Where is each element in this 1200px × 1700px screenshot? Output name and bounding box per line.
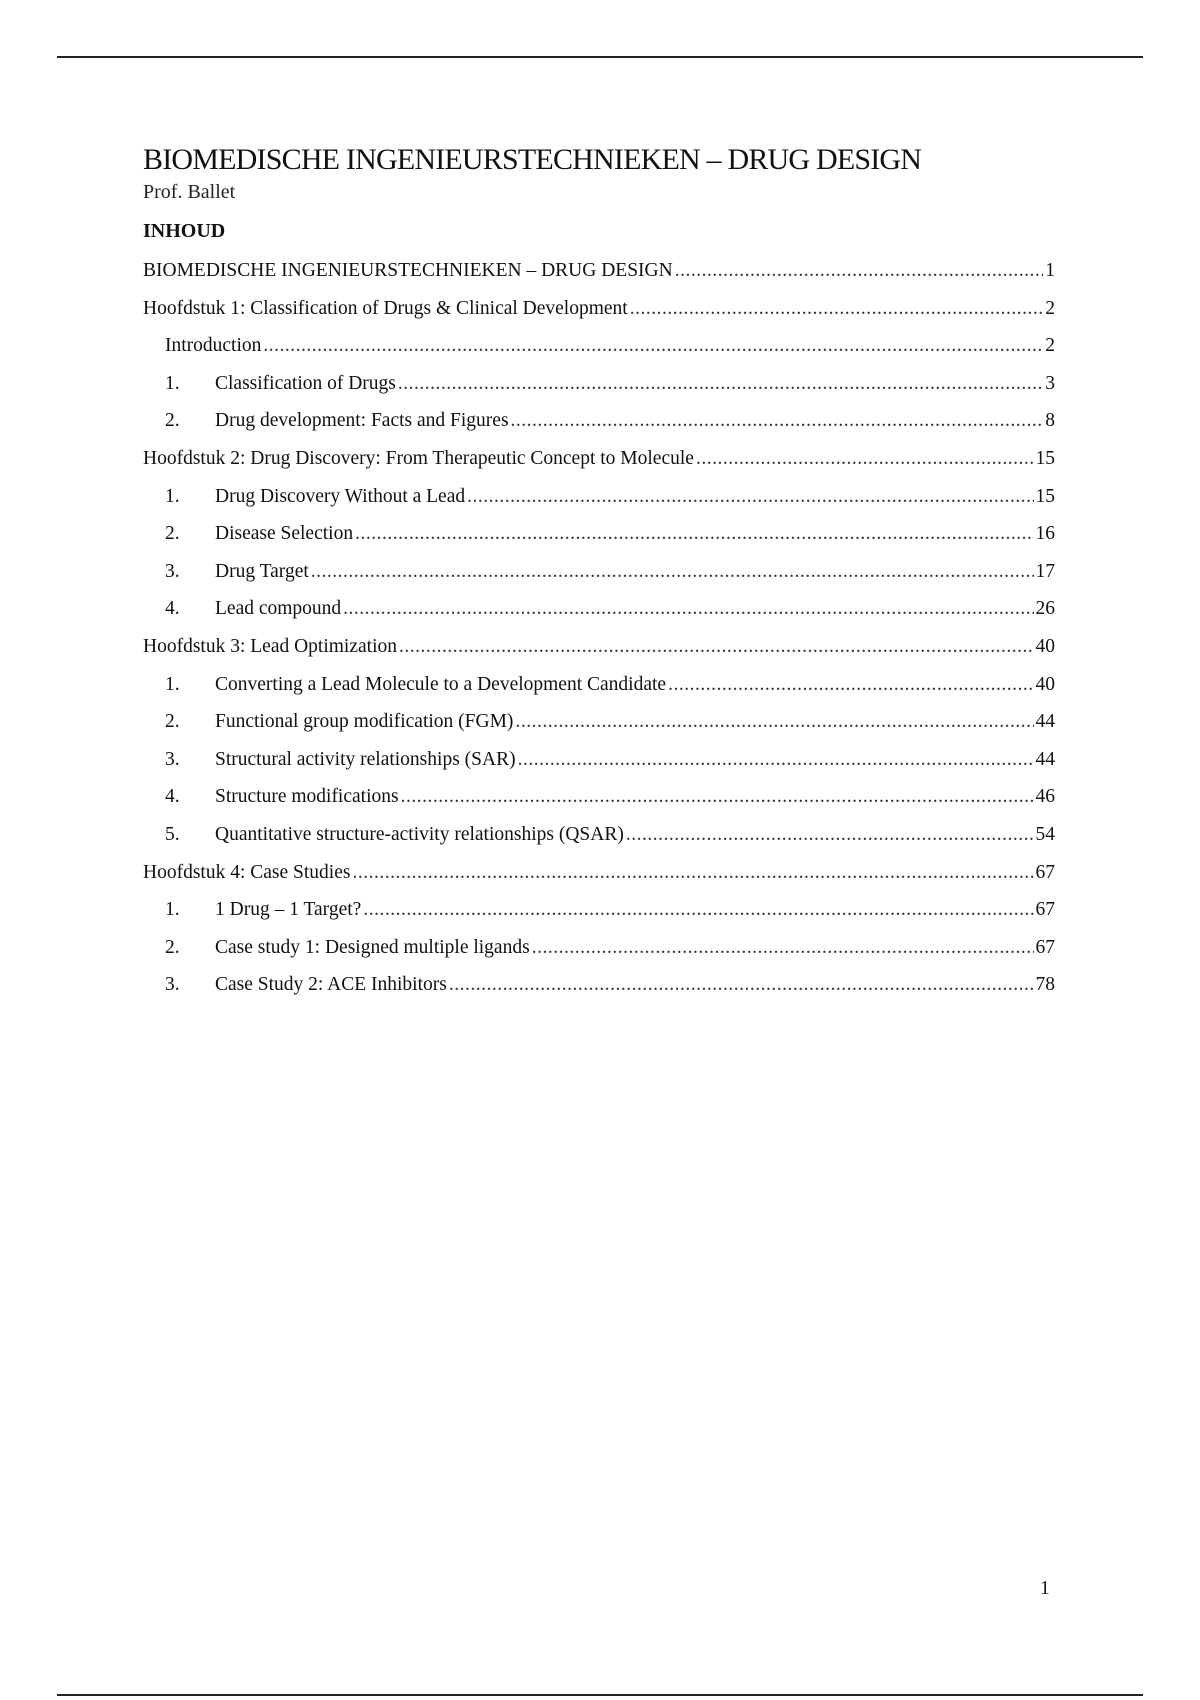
toc-entry-page: 67 [1035, 936, 1055, 958]
toc-dot-leader [467, 478, 1033, 516]
toc-entry-number: 3. [165, 560, 180, 582]
document-author: Prof. Ballet [143, 181, 236, 203]
toc-entry-title: Structural activity relationships (SAR) [215, 748, 516, 770]
toc-entry-number: 4. [165, 786, 180, 808]
toc-entry-page: 1 [1045, 260, 1055, 281]
toc-entry-title: Drug Target [215, 560, 309, 582]
toc-entry[interactable] [143, 590, 1055, 628]
toc-entry-title: Drug development: Facts and Figures [215, 410, 509, 432]
toc-entry-title: Converting a Lead Molecule to a Development Candidate [215, 673, 667, 695]
toc-entry-number: 3. [165, 974, 180, 996]
toc-dot-leader [668, 666, 1033, 704]
toc-entry[interactable] [143, 553, 1055, 591]
toc-entry-page: 44 [1035, 711, 1055, 733]
toc-entry-title: Hoofdstuk 1: Classification of Drugs & Clinical Development [143, 297, 628, 319]
toc-dot-leader [263, 327, 1043, 365]
toc-dot-leader [355, 515, 1033, 553]
toc-dot-leader [515, 703, 1033, 741]
toc-entry-title: Drug Discovery Without a Lead [215, 485, 466, 507]
toc-dot-leader [626, 816, 1034, 854]
toc-entry-page: 40 [1035, 635, 1055, 657]
toc-dot-leader [532, 929, 1034, 967]
toc-entry-number: 2. [165, 936, 180, 958]
toc-entry[interactable] [143, 741, 1055, 779]
toc-entry[interactable] [143, 628, 1055, 666]
toc-entry[interactable] [143, 402, 1055, 440]
toc-entry-title: Case study 1: Designed multiple ligands [215, 936, 530, 958]
toc-entry-title: Classification of Drugs [215, 372, 396, 394]
toc-entry-number: 1. [165, 372, 180, 394]
toc-entry[interactable] [143, 252, 1055, 290]
toc-heading: INHOUD [143, 220, 226, 242]
toc-entry-number: 1. [165, 485, 180, 507]
toc-entry[interactable] [143, 778, 1055, 816]
toc-entry-number: 1. [165, 673, 180, 695]
toc-entry-page: 54 [1035, 823, 1055, 845]
toc-entry[interactable] [143, 891, 1055, 929]
toc-entry-page: 8 [1045, 410, 1055, 432]
document-title: BIOMEDISCHE INGENIEURSTECHNIEKEN – DRUG DESIGN [143, 143, 922, 176]
toc-entry-page: 67 [1035, 899, 1055, 921]
toc-entry-page: 44 [1035, 748, 1055, 770]
toc-dot-leader [449, 966, 1034, 1004]
toc-entry-title: Lead compound [215, 598, 342, 620]
toc-entry[interactable] [143, 929, 1055, 967]
toc-dot-leader [675, 252, 1044, 290]
toc-entry-page: 78 [1035, 974, 1055, 996]
toc-entry-page: 40 [1035, 673, 1055, 695]
toc-entry-page: 2 [1045, 297, 1055, 319]
toc-entry-page: 67 [1035, 861, 1055, 883]
toc-entry-number: 1. [165, 899, 180, 921]
toc-entry-title: BIOMEDISCHE INGENIEURSTECHNIEKEN – DRUG DESIGN [143, 260, 673, 281]
toc-entry-number: 2. [165, 523, 180, 545]
toc-entry-number: 3. [165, 748, 180, 770]
toc-entry-title: Hoofdstuk 2: Drug Discovery: From Therapeutic Concept to Molecule [143, 447, 694, 469]
toc-entry-title: Functional group modification (FGM) [215, 711, 514, 733]
toc-entry-title: Case Study 2: ACE Inhibitors [215, 974, 447, 996]
toc-entry[interactable] [143, 816, 1055, 854]
toc-entry-title: Structure modifications [215, 786, 399, 808]
toc-entry-page: 15 [1035, 485, 1055, 507]
toc-entry-page: 16 [1035, 523, 1055, 545]
toc-entry-title: 1 Drug – 1 Target? [215, 899, 362, 921]
toc-dot-leader [363, 891, 1033, 929]
toc-entry-title: Introduction [165, 335, 262, 357]
toc-entry-title: Disease Selection [215, 523, 354, 545]
toc-entry-page: 15 [1035, 447, 1055, 469]
toc-dot-leader [311, 553, 1034, 591]
toc-dot-leader [343, 590, 1033, 628]
toc-entry-number: 4. [165, 598, 180, 620]
toc-entry-page: 17 [1035, 560, 1055, 582]
toc-dot-leader [511, 402, 1044, 440]
page-number: 1 [1040, 1578, 1050, 1599]
toc-entry-page: 46 [1035, 786, 1055, 808]
toc-entry[interactable] [143, 966, 1055, 1004]
toc-entry[interactable] [143, 365, 1055, 403]
toc-dot-leader [518, 741, 1034, 779]
toc-dot-leader [352, 854, 1033, 892]
toc-entry[interactable] [143, 478, 1055, 516]
toc-entry[interactable] [143, 854, 1055, 892]
toc-entry[interactable] [143, 666, 1055, 704]
toc-entry-number: 2. [165, 711, 180, 733]
toc-dot-leader [398, 365, 1043, 403]
toc-entry[interactable] [143, 515, 1055, 553]
toc-dot-leader [696, 440, 1034, 478]
toc-entry-page: 3 [1045, 372, 1055, 394]
toc-entry-number: 2. [165, 410, 180, 432]
toc-dot-leader [399, 628, 1034, 666]
toc-entry-page: 2 [1045, 335, 1055, 357]
table-of-contents [143, 252, 1055, 1004]
toc-dot-leader [630, 290, 1044, 328]
toc-entry[interactable] [143, 703, 1055, 741]
toc-entry-title: Hoofdstuk 3: Lead Optimization [143, 635, 397, 657]
toc-entry-title: Hoofdstuk 4: Case Studies [143, 861, 351, 883]
toc-entry[interactable] [143, 327, 1055, 365]
header-rule [57, 56, 1143, 58]
toc-entry[interactable] [143, 290, 1055, 328]
toc-entry[interactable] [143, 440, 1055, 478]
toc-dot-leader [401, 778, 1034, 816]
toc-entry-page: 26 [1035, 598, 1055, 620]
toc-entry-number: 5. [165, 823, 180, 845]
toc-entry-title: Quantitative structure-activity relationships (QSAR) [215, 823, 624, 845]
document-body [143, 140, 1055, 1004]
footer-rule [57, 1694, 1143, 1696]
